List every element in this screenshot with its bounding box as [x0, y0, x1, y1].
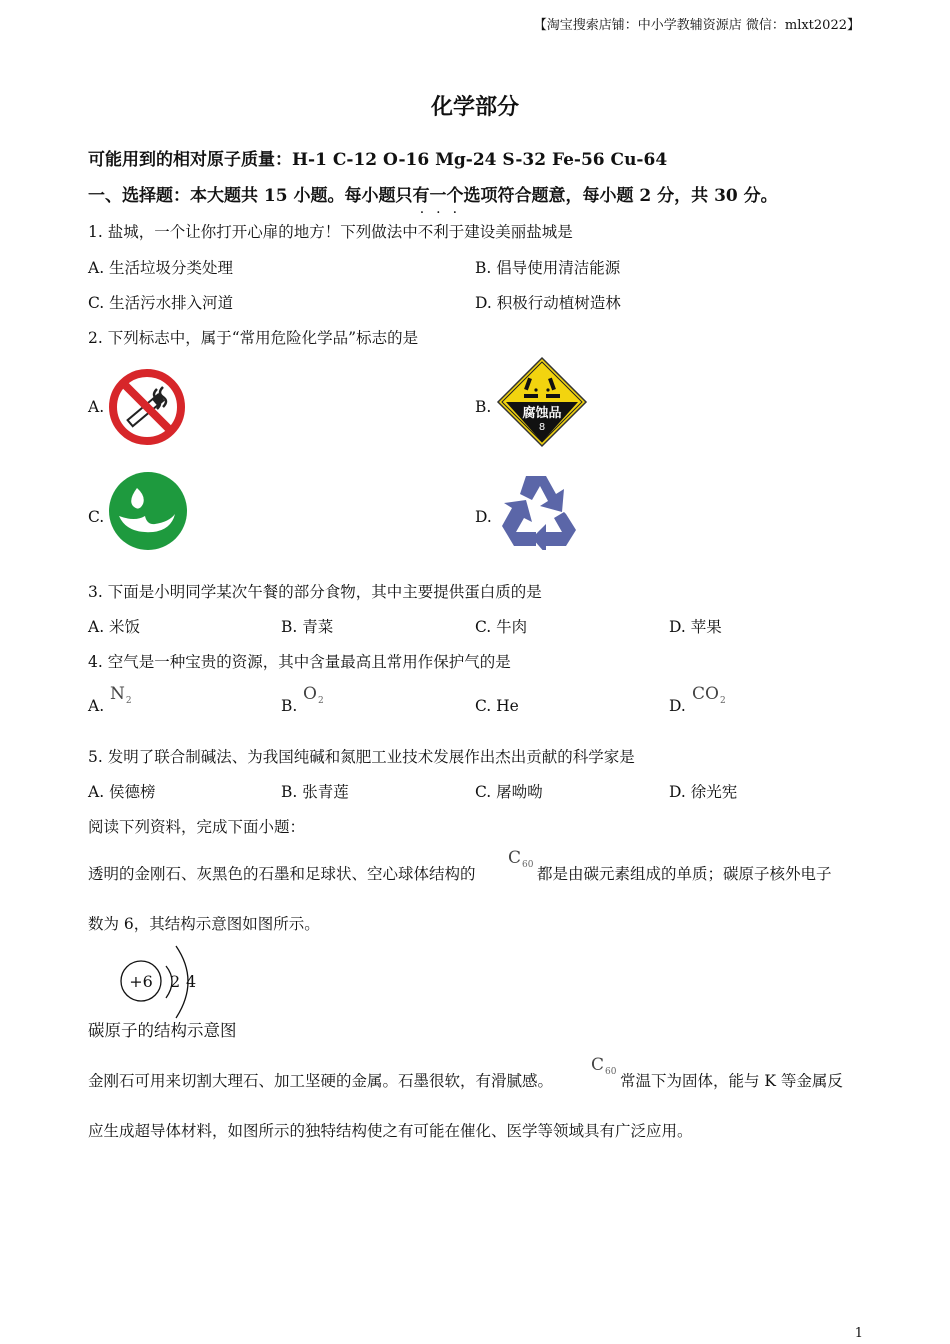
question-5-stem: 5. 发明了联合制碱法、为我国纯碱和氮肥工业技术发展作出杰出贡献的科学家是 — [88, 748, 635, 766]
q3-option-a: A. 米饭 — [88, 618, 141, 636]
formula-n2: $N_2$ — [110, 684, 132, 706]
q1-stem-suffix: 建设美丽盐城是 — [464, 223, 573, 241]
recycle-sign-icon — [496, 470, 582, 554]
reading-p2-end: 常温下为固体，能与 K 等金属反 — [620, 1072, 843, 1090]
question-2-stem: 2. 下列标志中，属于“常用危险化学品”标志的是 — [88, 329, 419, 347]
q4-label-d: D. — [669, 697, 686, 715]
page-number: 1 — [854, 1326, 863, 1341]
q2-label-d: D. — [475, 508, 492, 526]
q3-option-b: B. 青菜 — [281, 618, 334, 636]
reading-p2-line2: 应生成超导体材料，如图所示的独特结构使之有可能在催化、医学等领域具有广泛应用。 — [88, 1122, 693, 1140]
question-3-stem: 3. 下面是小明同学某次午餐的部分食物，其中主要提供蛋白质的是 — [88, 583, 542, 601]
water-saving-sign-icon — [107, 470, 189, 556]
q1-stem-emphasis: ··· 不利于 — [417, 205, 470, 241]
reading-intro: 阅读下列资料，完成下面小题： — [88, 818, 306, 836]
q4-label-b: B. — [281, 697, 298, 715]
q1-stem-prefix: 1. 盐城，一个让你打开心扉的地方！下列做法中 — [88, 223, 418, 241]
formula-c60: $C_{60}$ — [508, 848, 534, 870]
shell-2-electrons: 4 — [186, 972, 197, 991]
question-1-stem — [88, 205, 573, 242]
reading-p1-start: 透明的金刚石、灰黑色的石墨和足球状、空心球体结构的 — [88, 865, 476, 883]
formula-co2: $CO_2$ — [692, 684, 726, 706]
question-4-stem: 4. 空气是一种宝贵的资源，其中含量最高且常用作保护气的是 — [88, 653, 511, 671]
q2-label-b: B. — [475, 398, 492, 416]
page-title: 化学部分 — [430, 94, 519, 120]
corrosive-hazard-sign-icon — [496, 356, 588, 452]
q2-label-a: A. — [88, 398, 105, 416]
header-note: 【淘宝搜索店铺：中小学教辅资源店 微信：mlxt2022】 — [533, 18, 860, 33]
nucleus-charge: +6 — [129, 972, 153, 991]
atomic-masses: 可能用到的相对原子质量：H-1 C-12 O-16 Mg-24 S-32 Fe-56 Cu-64 — [88, 150, 668, 170]
q4-label-a: A. — [88, 697, 105, 715]
corrosive-sign-number: 8 — [538, 422, 546, 433]
reading-p2-start: 金刚石可用来切割大理石、加工坚硬的金属。石墨很软，有滑腻感。 — [88, 1072, 554, 1090]
q5-option-b: B. 张青莲 — [281, 783, 349, 801]
q4-option-c: C. He — [475, 697, 519, 715]
q2-label-c: C. — [88, 508, 105, 526]
q3-option-d: D. 苹果 — [669, 618, 722, 636]
emphasis-dots: ··· — [419, 205, 470, 221]
q5-option-d: D. 徐光宪 — [669, 783, 738, 801]
q1-option-a: A. 生活垃圾分类处理 — [88, 259, 234, 277]
section-heading: 一、选择题：本大题共 15 小题。每小题只有一个选项符合题意，每小题 2 分，共 30 分。 — [88, 186, 778, 206]
no-smoking-sign-icon — [107, 367, 187, 451]
formula-c60-2: $C_{60}$ — [591, 1055, 617, 1077]
q5-option-c: C. 屠呦呦 — [475, 783, 543, 801]
q1-option-b: B. 倡导使用清洁能源 — [475, 259, 621, 277]
corrosive-sign-text: 腐蚀品 — [522, 406, 562, 421]
q1-option-d: D. 积极行动植树造林 — [475, 294, 621, 312]
q5-option-a: A. 侯德榜 — [88, 783, 156, 801]
q1-option-c: C. 生活污水排入河道 — [88, 294, 234, 312]
q3-option-c: C. 牛肉 — [475, 618, 528, 636]
formula-o2: $O_2$ — [303, 684, 324, 706]
diagram-caption: 碳原子的结构示意图 — [88, 1021, 237, 1040]
reading-p1-end: 都是由碳元素组成的单质；碳原子核外电子 — [537, 865, 832, 883]
carbon-atom-diagram — [118, 942, 208, 1022]
shell-1-electrons: 2 — [170, 972, 181, 991]
reading-p1-line2: 数为 6，其结构示意图如图所示。 — [88, 915, 320, 933]
